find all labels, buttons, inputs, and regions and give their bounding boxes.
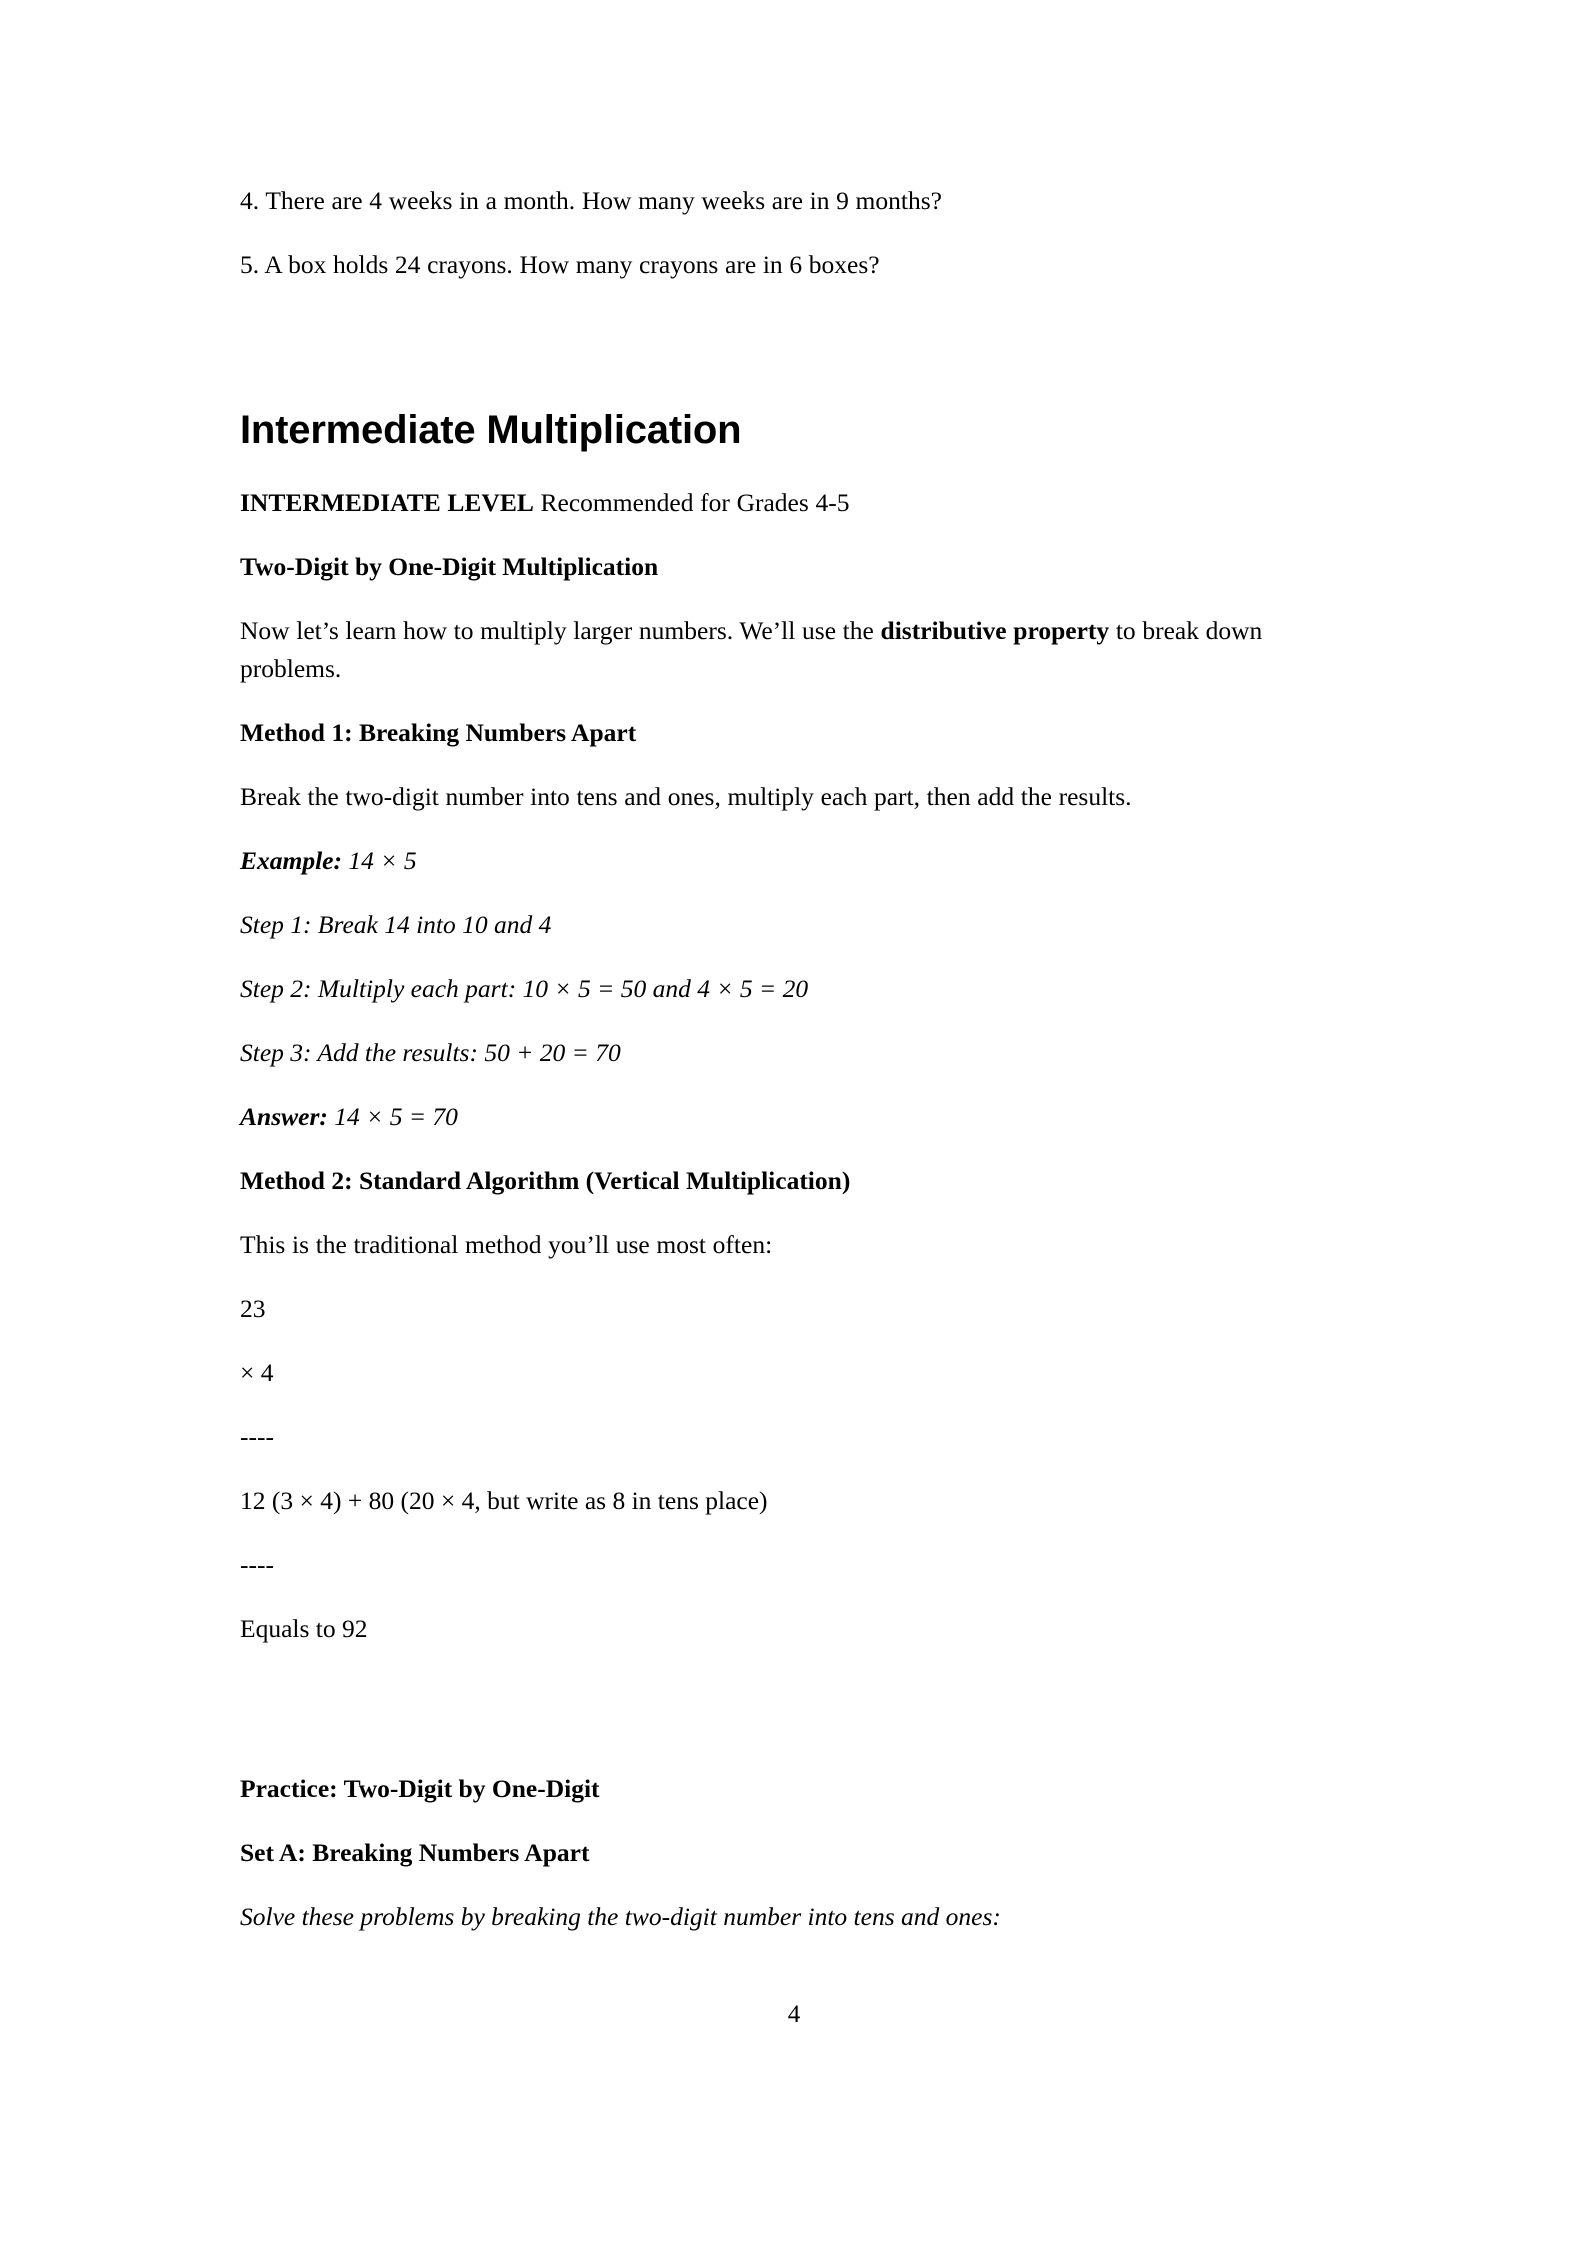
method-one-step-3: Step 3: Add the results: 50 + 20 = 70: [240, 1038, 621, 1067]
practice-instruction: Solve these problems by breaking the two-digit number into tens and ones:: [240, 1902, 1001, 1931]
level-tag: INTERMEDIATE LEVEL: [240, 488, 534, 517]
answer-label: Answer:: [240, 1102, 328, 1131]
calc-line-multiplicand: 23: [240, 1294, 266, 1323]
method-two-heading: Method 2: Standard Algorithm (Vertical Multiplication): [240, 1166, 851, 1195]
carryover-question-4: 4. There are 4 weeks in a month. How many weeks are in 9 months?: [240, 186, 942, 215]
answer-value: 14 × 5 = 70: [327, 1102, 458, 1131]
practice-spacer: [240, 1674, 1332, 1770]
method-two-description: This is the traditional method you’ll use most often:: [240, 1230, 773, 1259]
page-number: 4: [787, 2001, 801, 2028]
intro-text-after: to break down problems.: [240, 616, 1263, 683]
page-content: [240, 182, 1332, 1962]
carryover-question-5: 5. A box holds 24 crayons. How many crayons are in 6 boxes?: [240, 250, 880, 279]
calc-line-rule-bottom: ----: [240, 1550, 274, 1579]
method-one-heading: Method 1: Breaking Numbers Apart: [240, 718, 637, 747]
method-one-description: Break the two-digit number into tens and ones, multiply each part, then add the results.: [240, 782, 1132, 811]
level-recommendation: [240, 484, 1332, 522]
calc-line-multiplier: × 4: [240, 1358, 274, 1387]
method-one-step-1: Step 1: Break 14 into 10 and 4: [240, 910, 552, 939]
section-heading: Intermediate Multiplication: [240, 408, 742, 452]
method-one-step-2: Step 2: Multiply each part: 10 × 5 = 50 and 4 × 5 = 20: [240, 974, 809, 1003]
intro-text-before: Now let’s learn how to multiply larger numbers. We’ll use the: [240, 616, 881, 645]
method-one-example: [240, 842, 1332, 880]
practice-heading: Practice: Two-Digit by One-Digit: [240, 1774, 600, 1803]
level-grades: Recommended for Grades 4-5: [533, 488, 850, 517]
example-value: 14 × 5: [342, 846, 417, 875]
method-one-answer: [240, 1098, 1332, 1136]
calc-line-rule-top: ----: [240, 1422, 274, 1451]
example-label: Example:: [240, 846, 342, 875]
section-spacer-top: [240, 310, 1332, 406]
intro-paragraph: [240, 612, 1332, 688]
calc-line-partial-products: 12 (3 × 4) + 80 (20 × 4, but write as 8 in tens place): [240, 1486, 768, 1515]
topic-heading: Two-Digit by One-Digit Multiplication: [240, 552, 659, 581]
practice-set-heading: Set A: Breaking Numbers Apart: [240, 1838, 590, 1867]
intro-bold-term: distributive property: [880, 616, 1110, 645]
calc-line-total: Equals to 92: [240, 1614, 368, 1643]
